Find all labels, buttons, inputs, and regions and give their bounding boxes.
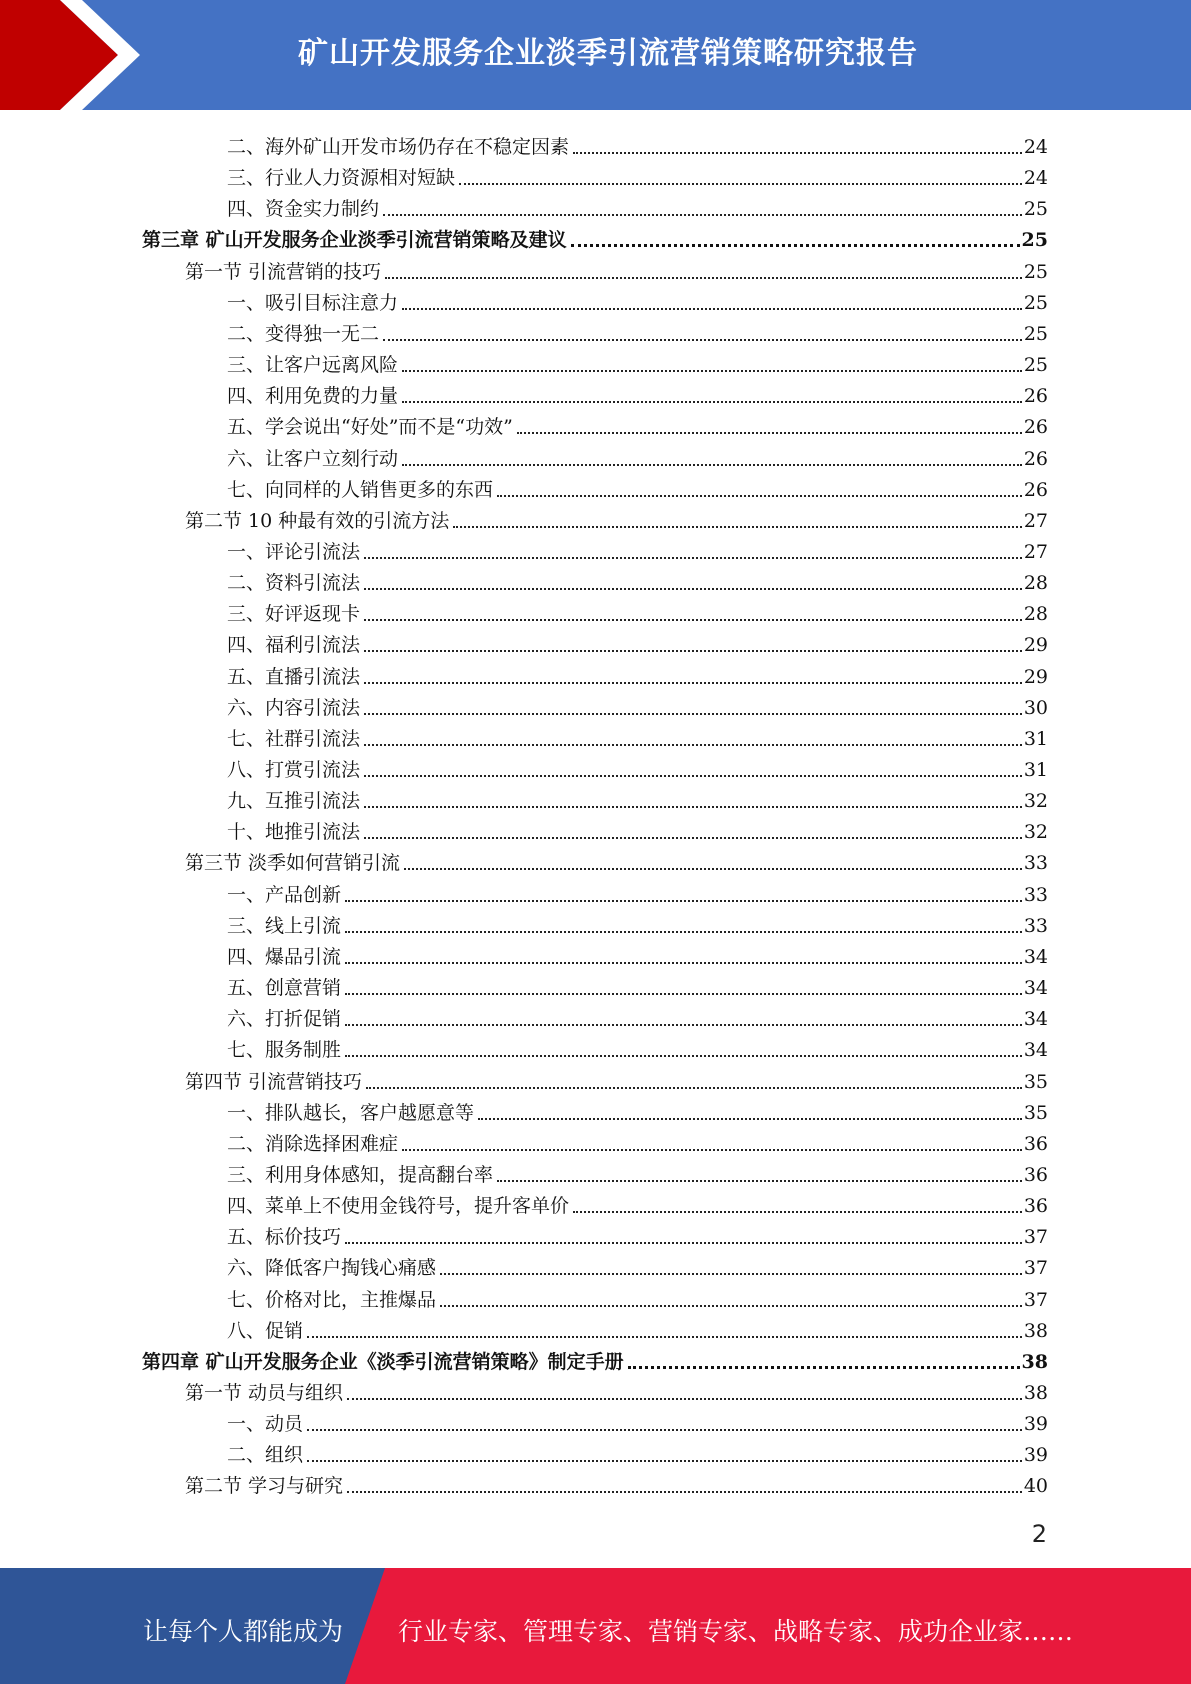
toc-entry-title: 六、内容引流法 xyxy=(227,696,361,719)
toc-item-entry[interactable] xyxy=(227,532,1048,563)
toc-entry-page: 25 xyxy=(1023,198,1048,221)
toc-entry-page: 28 xyxy=(1023,572,1048,595)
toc-entry-page: 25 xyxy=(1023,260,1048,283)
toc-entry-title: 二、变得独一无二 xyxy=(227,322,380,345)
toc-dot-leader xyxy=(345,993,1022,995)
toc-dot-leader xyxy=(571,244,1020,247)
toc-dot-leader xyxy=(345,962,1022,964)
toc-entry-title: 一、吸引目标注意力 xyxy=(227,291,399,314)
page-number: 2 xyxy=(1031,1520,1047,1548)
toc-item-entry[interactable] xyxy=(227,470,1048,501)
toc-entry-title: 二、组织 xyxy=(227,1444,304,1467)
toc-item-entry[interactable] xyxy=(227,1311,1048,1342)
toc-dot-leader xyxy=(478,1118,1022,1120)
toc-entry-page: 38 xyxy=(1021,1350,1048,1373)
toc-entry-title: 七、价格对比，主推爆品 xyxy=(227,1288,437,1311)
toc-entry-page: 26 xyxy=(1023,416,1048,439)
toc-entry-page: 33 xyxy=(1023,914,1048,937)
page-header xyxy=(0,0,1191,110)
toc-entry-page: 26 xyxy=(1023,478,1048,501)
toc-entry-page: 27 xyxy=(1023,540,1048,563)
toc-item-entry[interactable] xyxy=(227,999,1048,1030)
toc-entry-title: 一、排队越长，客户越愿意等 xyxy=(227,1101,475,1124)
toc-entry-title: 七、向同样的人销售更多的东西 xyxy=(227,478,494,501)
toc-entry-title: 九、互推引流法 xyxy=(227,790,361,813)
toc-entry-title: 第一节 引流营销的技巧 xyxy=(185,260,382,283)
toc-dot-leader xyxy=(364,588,1022,590)
toc-item-entry[interactable] xyxy=(227,189,1048,220)
toc-item-entry[interactable] xyxy=(227,283,1048,314)
toc-dot-leader xyxy=(364,713,1022,715)
toc-entry-page: 39 xyxy=(1023,1413,1048,1436)
toc-dot-leader xyxy=(347,1398,1022,1400)
toc-entry-page: 36 xyxy=(1023,1163,1048,1186)
toc-entry-title: 一、产品创新 xyxy=(227,883,342,906)
toc-item-entry[interactable] xyxy=(227,1155,1048,1186)
toc-dot-leader xyxy=(345,1055,1022,1057)
toc-dot-leader xyxy=(383,339,1022,341)
toc-entry-title: 六、打折促销 xyxy=(227,1008,342,1031)
toc-dot-leader xyxy=(345,1242,1022,1244)
toc-entry-page: 35 xyxy=(1023,1070,1048,1093)
toc-dot-leader xyxy=(383,214,1022,216)
toc-dot-leader xyxy=(628,1366,1020,1369)
toc-dot-leader xyxy=(345,1024,1022,1026)
toc-entry-title: 第二节 学习与研究 xyxy=(185,1475,344,1498)
toc-dot-leader xyxy=(364,806,1022,808)
toc-section-entry[interactable] xyxy=(185,1466,1048,1497)
toc-entry-page: 24 xyxy=(1023,136,1048,158)
page-footer xyxy=(0,1568,1191,1684)
toc-dot-leader xyxy=(573,152,1022,154)
toc-dot-leader xyxy=(364,557,1022,559)
toc-entry-page: 29 xyxy=(1023,665,1048,688)
toc-item-entry[interactable] xyxy=(227,439,1048,470)
toc-entry-page: 33 xyxy=(1023,883,1048,906)
toc-dot-leader xyxy=(517,432,1022,434)
toc-entry-page: 40 xyxy=(1023,1475,1048,1498)
toc-item-entry[interactable] xyxy=(227,1030,1048,1061)
toc-item-entry[interactable] xyxy=(227,719,1048,750)
toc-entry-title: 四、菜单上不使用金钱符号，提升客单价 xyxy=(227,1195,570,1218)
toc-entry-page: 33 xyxy=(1023,852,1048,875)
toc-dot-leader xyxy=(307,1460,1022,1462)
toc-entry-page: 34 xyxy=(1023,945,1048,968)
toc-entry-page: 35 xyxy=(1023,1101,1048,1124)
toc-entry-title: 四、爆品引流 xyxy=(227,945,342,968)
toc-item-entry[interactable] xyxy=(227,625,1048,656)
toc-item-entry[interactable] xyxy=(227,127,1048,158)
toc-dot-leader xyxy=(345,931,1022,933)
toc-entry-page: 26 xyxy=(1023,385,1048,408)
toc-entry-title: 第四节 引流营销技巧 xyxy=(185,1070,363,1093)
toc-dot-leader xyxy=(364,619,1022,621)
toc-entry-title: 第三节 淡季如何营销引流 xyxy=(185,852,401,875)
toc-item-entry[interactable] xyxy=(227,968,1048,999)
toc-entry-page: 34 xyxy=(1023,1039,1048,1062)
toc-entry-page: 31 xyxy=(1023,759,1048,781)
toc-item-entry[interactable] xyxy=(227,1280,1048,1311)
toc-entry-title: 五、创意营销 xyxy=(227,977,342,1000)
toc-dot-leader xyxy=(347,1491,1022,1493)
toc-section-entry[interactable] xyxy=(185,843,1048,874)
toc-entry-page: 25 xyxy=(1023,291,1048,314)
toc-entry-title: 四、资金实力制约 xyxy=(227,198,380,221)
toc-entry-page: 24 xyxy=(1023,167,1048,190)
toc-entry-page: 37 xyxy=(1023,1226,1048,1249)
toc-item-entry[interactable] xyxy=(227,688,1048,719)
toc-entry-page: 31 xyxy=(1023,727,1048,750)
toc-entry-title: 七、服务制胜 xyxy=(227,1039,342,1062)
toc-item-entry[interactable] xyxy=(227,750,1048,781)
toc-item-entry[interactable] xyxy=(227,875,1048,906)
toc-entry-title: 四、利用免费的力量 xyxy=(227,385,399,408)
toc-entry-title: 第三章 矿山开发服务企业淡季引流营销策略及建议 xyxy=(142,229,567,252)
toc-dot-leader xyxy=(402,308,1022,310)
toc-dot-leader xyxy=(402,1149,1022,1151)
toc-entry-title: 第一节 动员与组织 xyxy=(185,1382,344,1404)
toc-dot-leader xyxy=(402,370,1022,372)
toc-entry-page: 37 xyxy=(1023,1288,1048,1311)
toc-chapter-entry[interactable] xyxy=(142,220,1048,251)
toc-item-entry[interactable] xyxy=(227,1186,1048,1217)
toc-item-entry[interactable] xyxy=(227,937,1048,968)
toc-entry-title: 六、降低客户掏钱心痛感 xyxy=(227,1257,437,1280)
toc-dot-leader xyxy=(497,1180,1022,1182)
toc-entry-title: 四、福利引流法 xyxy=(227,634,361,657)
toc-entry-title: 七、社群引流法 xyxy=(227,727,361,750)
toc-dot-leader xyxy=(366,1087,1022,1089)
footer-slogan-left: 让每个人都能成为 xyxy=(143,1617,344,1646)
toc-item-entry[interactable] xyxy=(227,407,1048,438)
toc-dot-leader xyxy=(364,837,1022,839)
toc-item-entry[interactable] xyxy=(227,1093,1048,1124)
toc-entry-page: 38 xyxy=(1023,1382,1048,1404)
toc-item-entry[interactable] xyxy=(227,1404,1048,1435)
toc-entry-page: 38 xyxy=(1023,1319,1048,1342)
toc-dot-leader xyxy=(364,682,1022,684)
toc-dot-leader xyxy=(459,183,1022,185)
toc-dot-leader xyxy=(453,526,1022,528)
toc-entry-title: 一、评论引流法 xyxy=(227,540,361,563)
toc-entry-page: 34 xyxy=(1023,1008,1048,1031)
toc-dot-leader xyxy=(402,401,1022,403)
toc-section-entry[interactable] xyxy=(185,1373,1048,1404)
toc-section-entry[interactable] xyxy=(185,1062,1048,1093)
toc-item-entry[interactable] xyxy=(227,1217,1048,1248)
toc-item-entry[interactable] xyxy=(227,314,1048,345)
toc-entry-page: 25 xyxy=(1021,229,1048,252)
toc-entry-page: 25 xyxy=(1023,322,1048,345)
toc-dot-leader xyxy=(364,650,1022,652)
toc-entry-page: 37 xyxy=(1023,1257,1048,1280)
toc-item-entry[interactable] xyxy=(227,657,1048,688)
toc-entry-page: 34 xyxy=(1023,977,1048,1000)
toc-dot-leader xyxy=(385,277,1022,279)
toc-entry-title: 一、动员 xyxy=(227,1413,304,1436)
toc-dot-leader xyxy=(404,868,1022,870)
toc-chapter-entry[interactable] xyxy=(142,1342,1048,1373)
toc-item-entry[interactable] xyxy=(227,1435,1048,1466)
toc-dot-leader xyxy=(402,464,1022,466)
toc-dot-leader xyxy=(573,1211,1022,1213)
toc-item-entry[interactable] xyxy=(227,906,1048,937)
toc-entry-page: 25 xyxy=(1023,354,1048,377)
toc-entry-page: 28 xyxy=(1023,603,1048,626)
toc-dot-leader xyxy=(307,1336,1022,1338)
toc-entry-page: 32 xyxy=(1023,790,1048,813)
toc-item-entry[interactable] xyxy=(227,563,1048,594)
toc-entry-title: 五、学会说出“好处”而不是“功效” xyxy=(227,416,513,439)
toc-entry-title: 三、利用身体感知，提高翻台率 xyxy=(227,1163,494,1186)
toc-entry-title: 二、消除选择困难症 xyxy=(227,1132,399,1155)
toc-dot-leader xyxy=(345,900,1022,902)
toc-entry-page: 39 xyxy=(1023,1444,1048,1467)
toc-entry-title: 三、让客户远离风险 xyxy=(227,354,399,377)
toc-entry-title: 二、资料引流法 xyxy=(227,572,361,595)
toc-entry-title: 八、促销 xyxy=(227,1319,304,1342)
footer-slogan-right: 行业专家、管理专家、营销专家、战略专家、成功企业家…… xyxy=(398,1617,1074,1646)
toc-entry-page: 36 xyxy=(1023,1132,1048,1155)
toc-dot-leader xyxy=(440,1273,1022,1275)
toc-item-entry[interactable] xyxy=(227,158,1048,189)
toc-entry-page: 26 xyxy=(1023,447,1048,470)
toc-entry-page: 29 xyxy=(1023,634,1048,657)
toc-entry-page: 30 xyxy=(1023,696,1048,719)
toc-entry-title: 五、直播引流法 xyxy=(227,665,361,688)
toc-dot-leader xyxy=(440,1305,1022,1307)
toc-entry-title: 第四章 矿山开发服务企业《淡季引流营销策略》制定手册 xyxy=(142,1350,624,1373)
toc-section-entry[interactable] xyxy=(185,501,1048,532)
toc-entry-title: 三、行业人力资源相对短缺 xyxy=(227,167,456,190)
toc-entry-title: 十、地推引流法 xyxy=(227,821,361,844)
toc-entry-title: 第二节 10 种最有效的引流方法 xyxy=(185,509,450,532)
toc-dot-leader xyxy=(497,495,1022,497)
toc-entry-title: 八、打赏引流法 xyxy=(227,759,361,781)
toc-item-entry[interactable] xyxy=(227,345,1048,376)
toc-entry-title: 五、标价技巧 xyxy=(227,1226,342,1249)
toc-item-entry[interactable] xyxy=(227,376,1048,407)
document-title: 矿山开发服务企业淡季引流营销策略研究报告 xyxy=(298,36,918,71)
toc-item-entry[interactable] xyxy=(227,812,1048,843)
toc-entry-page: 36 xyxy=(1023,1195,1048,1218)
toc-item-entry[interactable] xyxy=(227,594,1048,625)
toc-item-entry[interactable] xyxy=(227,781,1048,812)
toc-entry-page: 27 xyxy=(1023,509,1048,532)
toc-entry-title: 二、海外矿山开发市场仍存在不稳定因素 xyxy=(227,136,570,158)
toc-dot-leader xyxy=(307,1429,1022,1431)
toc-entry-title: 三、线上引流 xyxy=(227,914,342,937)
toc-item-entry[interactable] xyxy=(227,1248,1048,1279)
toc-section-entry[interactable] xyxy=(185,252,1048,283)
toc-entry-page: 32 xyxy=(1023,821,1048,844)
toc-entry-title: 三、好评返现卡 xyxy=(227,603,361,626)
toc-dot-leader xyxy=(364,744,1022,746)
toc-entry-title: 六、让客户立刻行动 xyxy=(227,447,399,470)
toc-item-entry[interactable] xyxy=(227,1124,1048,1155)
toc-dot-leader xyxy=(364,775,1022,777)
